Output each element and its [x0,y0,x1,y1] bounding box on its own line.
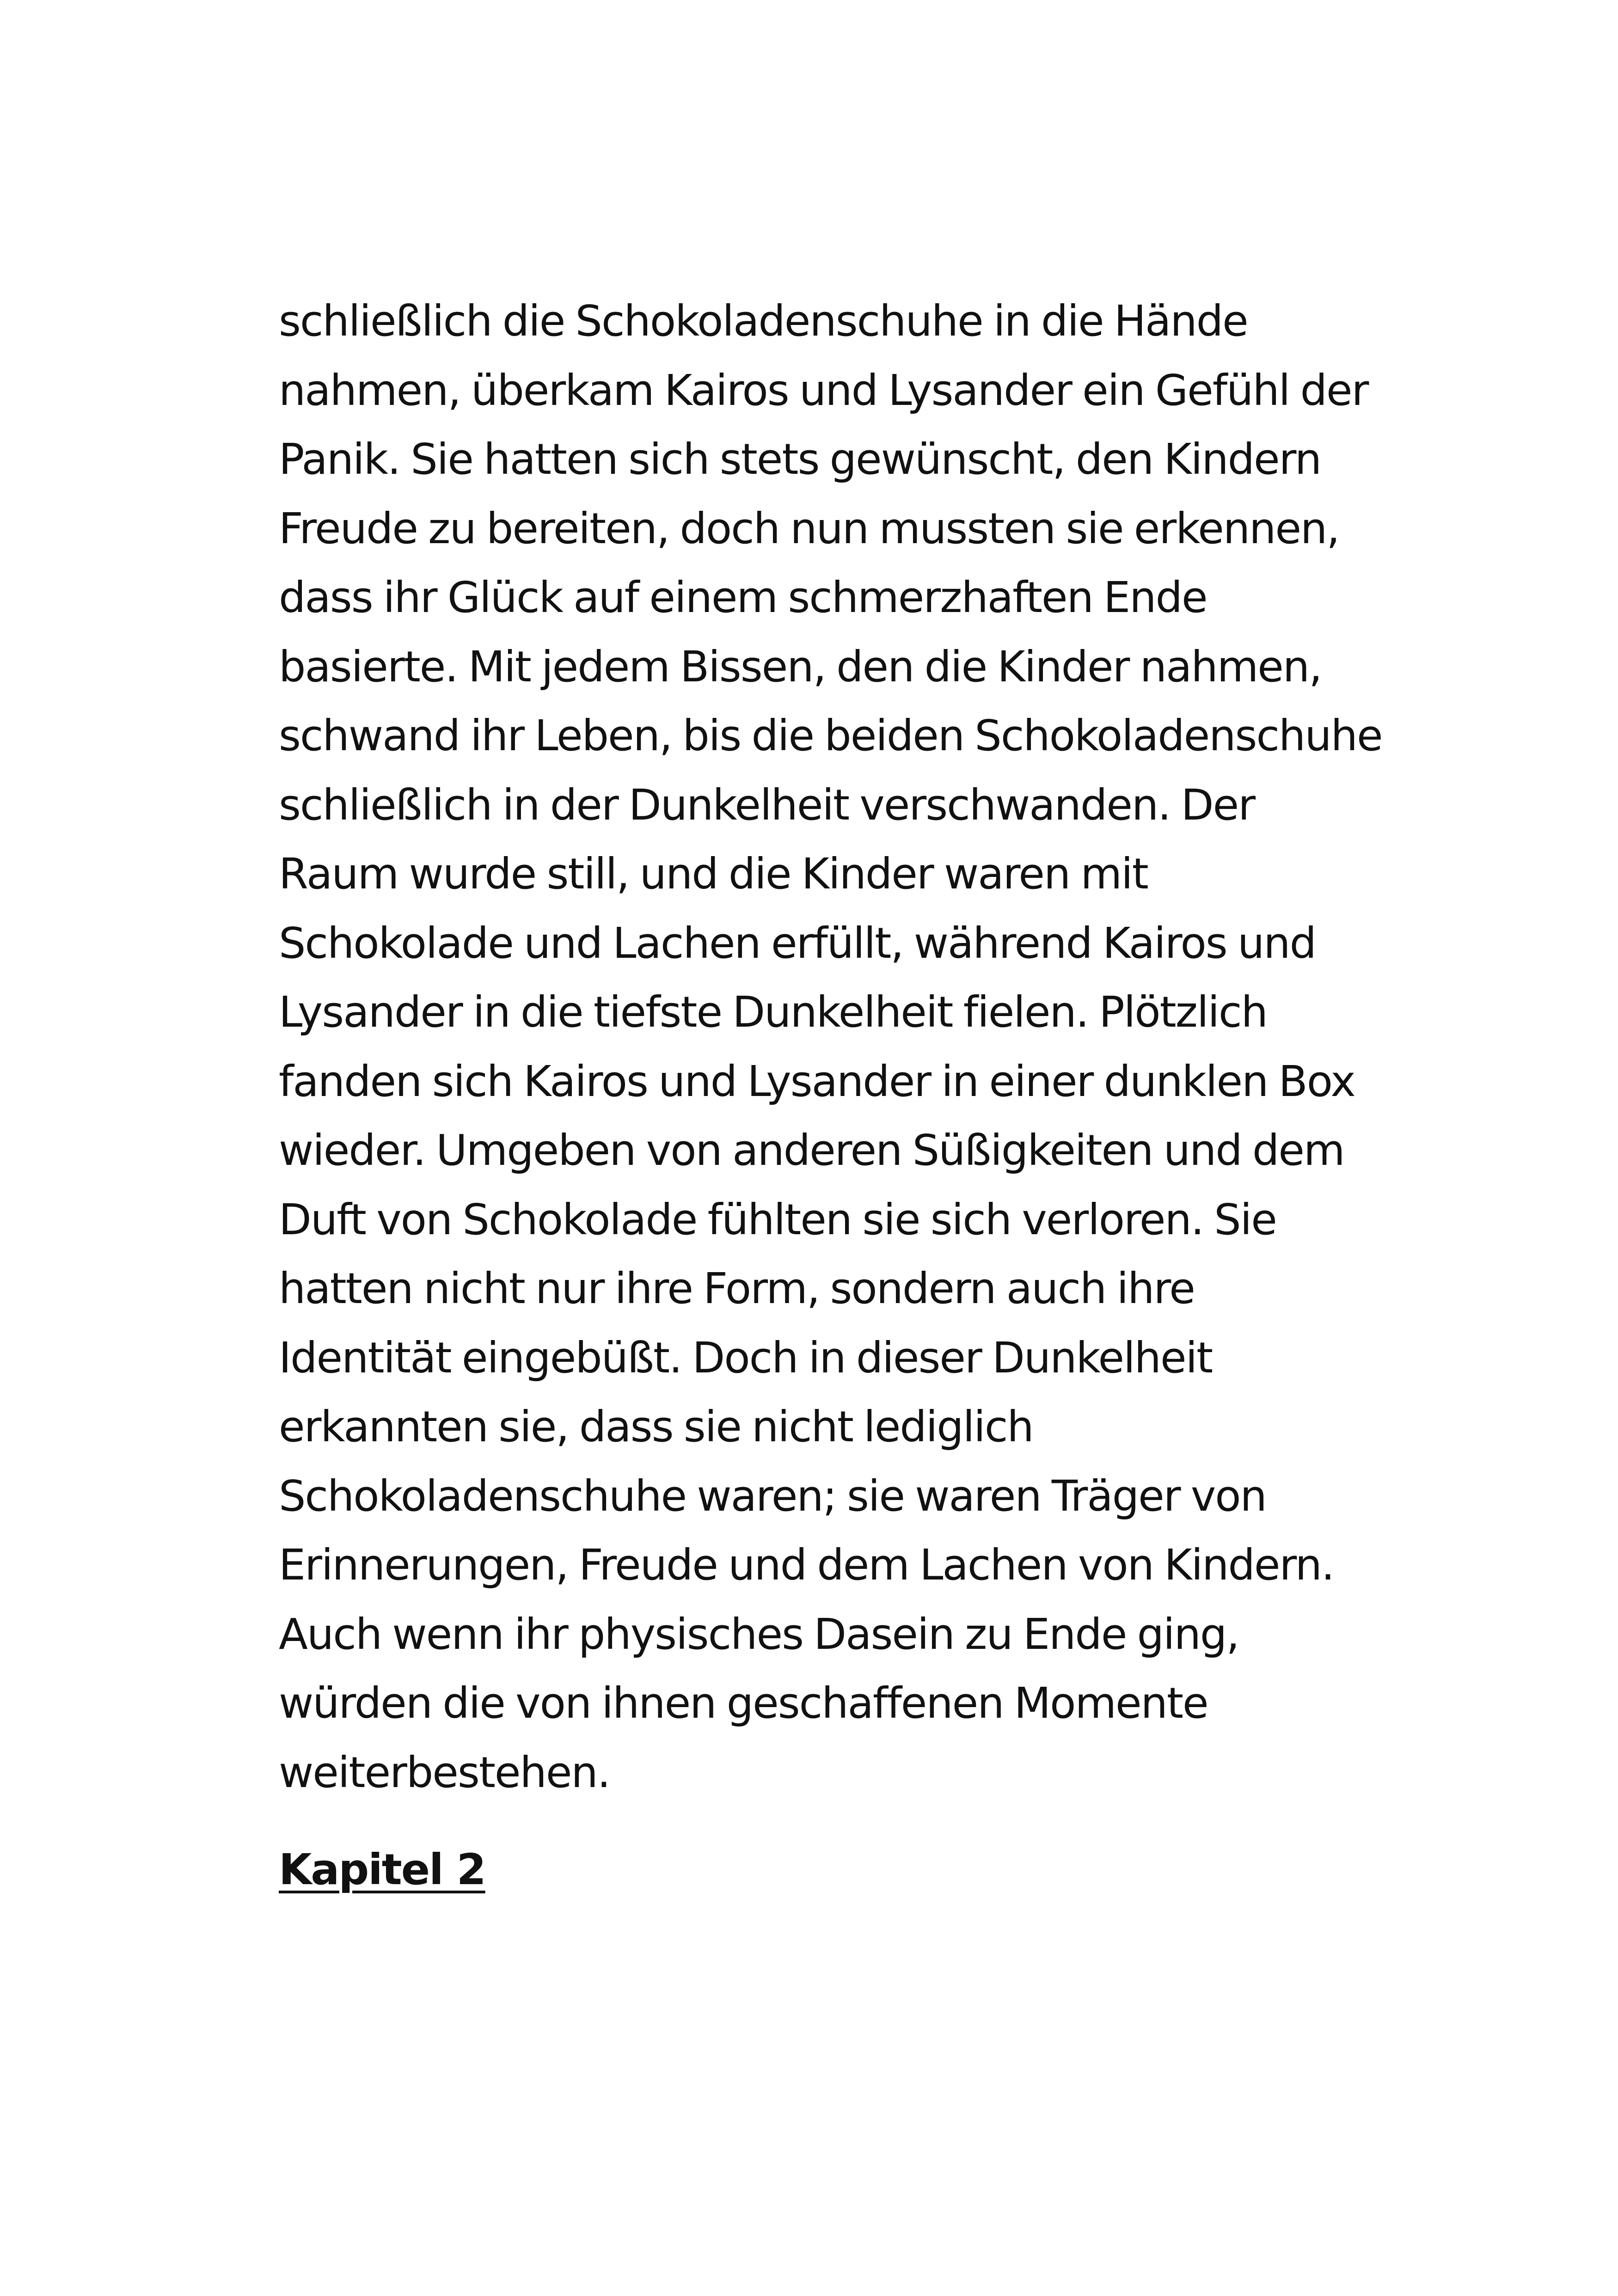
paragraph-line: nahmen, überkam Kairos und Lysander ein Gefühl der [279,365,1368,415]
paragraph-line: dass ihr Glück auf einem schmerzhaften Ende [279,573,1207,622]
paragraph-line: Schokolade und Lachen erfüllt, während Kairos und [279,918,1316,968]
paragraph-line: schließlich die Schokoladenschuhe in die Hände [279,296,1248,346]
paragraph-line: Raum wurde still, und die Kinder waren mit [279,849,1148,899]
paragraph-line: Duft von Schokolade fühlten sie sich verloren. Sie [279,1194,1276,1244]
paragraph-line: schließlich in der Dunkelheit verschwanden. Der [279,780,1255,830]
paragraph-line: Schokoladenschuhe waren; sie waren Träger von [279,1471,1266,1521]
body-paragraph [279,287,1388,1807]
paragraph-line: Identität eingebüßt. Doch in dieser Dunkelheit [279,1333,1213,1383]
paragraph-line: schwand ihr Leben, bis die beiden Schokoladenschuhe [279,711,1382,760]
paragraph-line: Lysander in die tiefste Dunkelheit fielen. Plötzlich [279,987,1267,1037]
paragraph-line: wieder. Umgeben von anderen Süßigkeiten und dem [279,1126,1344,1175]
paragraph-line: fanden sich Kairos und Lysander in einer dunklen Box [279,1056,1355,1106]
paragraph-line: hatten nicht nur ihre Form, sondern auch ihre [279,1264,1195,1313]
paragraph-line: erkannten sie, dass sie nicht lediglich [279,1402,1033,1451]
chapter-heading: Kapitel 2 [279,1845,485,1894]
paragraph-line: würden die von ihnen geschaffenen Momente [279,1678,1208,1728]
paragraph-line: weiterbestehen. [279,1747,610,1797]
paragraph-line: basierte. Mit jedem Bissen, den die Kinder nahmen, [279,642,1322,692]
paragraph-line: Auch wenn ihr physisches Dasein zu Ende ging, [279,1609,1239,1659]
paragraph-line: Freude zu bereiten, doch nun mussten sie erkennen, [279,503,1339,553]
paragraph-line: Erinnerungen, Freude und dem Lachen von Kindern. [279,1540,1334,1590]
paragraph-line: Panik. Sie hatten sich stets gewünscht, den Kindern [279,435,1321,484]
